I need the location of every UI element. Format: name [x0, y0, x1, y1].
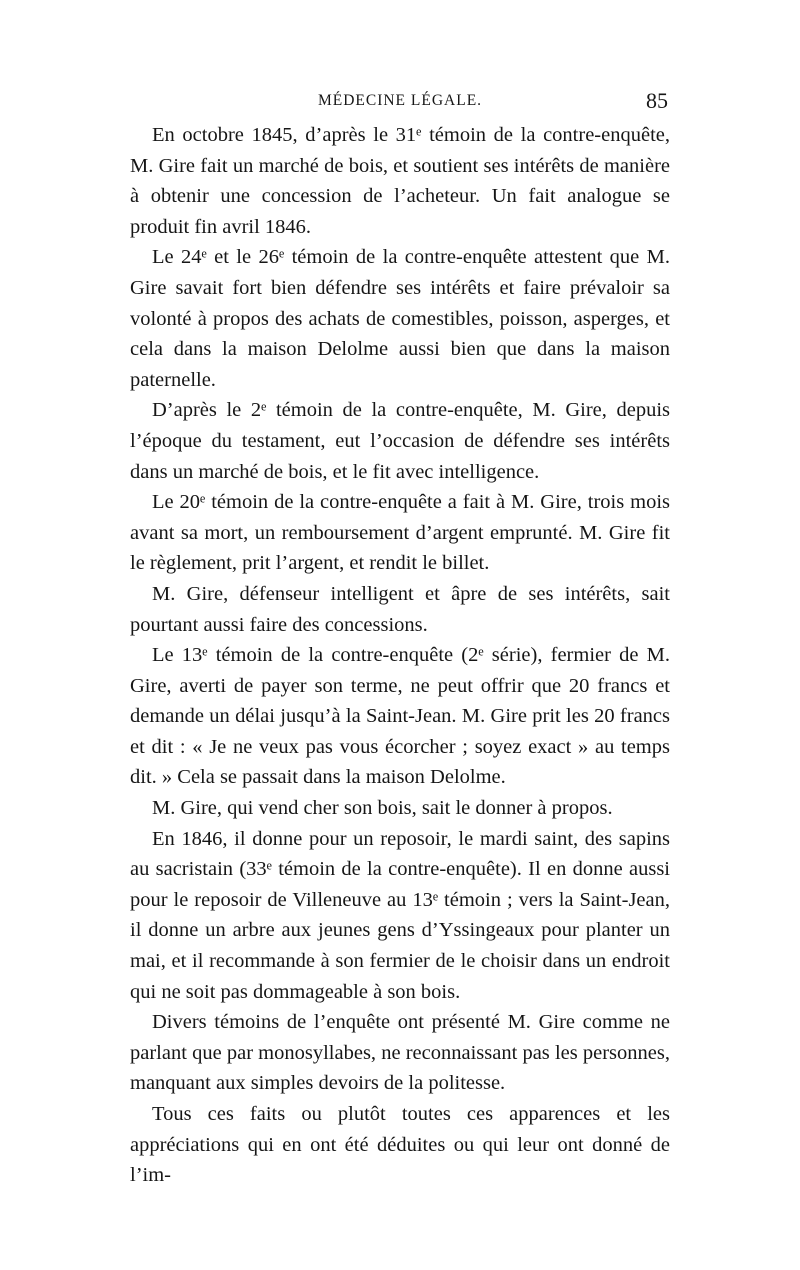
paragraph: Tous ces faits ou plutôt toutes ces apparences et les appréciations qui en ont été déduites ou qui leur ont donné de l’im- — [130, 1103, 670, 1187]
body-text — [130, 120, 670, 1191]
page-number: 85 — [646, 88, 668, 113]
book-page — [130, 86, 670, 1191]
running-title: MÉDECINE LÉGALE. — [317, 92, 483, 109]
paragraph: M. Gire, qui vend cher son bois, sait le donner à propos. — [152, 797, 613, 820]
paragraph: En 1846, il donne pour un reposoir, le mardi saint, des sapins au sacristain (33ᵉ témoin de la contre-enquête). Il en donne aussi pour le reposoir de Villeneuve au 13ᵉ témoin ; vers la Saint-Jean, il donne un arbre aux jeunes gens d’Yssingeaux pour planter un mai, et il recommande à son fermier de le choisir dans un endroit qui ne soit pas dommageable à son bois. — [130, 827, 670, 1003]
paragraph: Le 24ᵉ et le 26ᵉ témoin de la contre-enquête attestent que M. Gire savait fort bien défendre ses intérêts et faire prévaloir sa volonté à propos des achats de comestibles, poisson, asperges, et cela dans la maison Delolme aussi bien que dans la maison paternelle. — [130, 246, 670, 391]
running-head — [130, 86, 670, 120]
paragraph: Le 20ᵉ témoin de la contre-enquête a fait à M. Gire, trois mois avant sa mort, un remboursement d’argent emprunté. M. Gire fit le règlement, prit l’argent, et rendit le billet. — [130, 491, 670, 575]
paragraph: Le 13ᵉ témoin de la contre-enquête (2ᵉ série), fermier de M. Gire, averti de payer son terme, ne peut offrir que 20 francs et demande un délai jusqu’à la Saint-Jean. M. Gire prit les 20 francs et dit : « Je ne veux pas vous écorcher ; soyez exact » au temps dit. » Cela se passait dans la maison Delolme. — [130, 644, 670, 789]
paragraph: M. Gire, défenseur intelligent et âpre de ses intérêts, sait pourtant aussi faire des concessions. — [130, 582, 670, 636]
paragraph: Divers témoins de l’enquête ont présenté M. Gire comme ne parlant que par monosyllabes, ne reconnaissant pas les personnes, manquant aux simples devoirs de la politesse. — [130, 1011, 670, 1095]
paragraph: D’après le 2ᵉ témoin de la contre-enquête, M. Gire, depuis l’époque du testament, eut l’occasion de défendre ses intérêts dans un marché de bois, et le fit avec intelligence. — [130, 399, 670, 483]
paragraph: En octobre 1845, d’après le 31ᵉ témoin de la contre-enquête, M. Gire fait un marché de bois, et soutient ses intérêts de manière à obtenir une concession de l’acheteur. Un fait analogue se produit fin avril 1846. — [130, 124, 670, 238]
